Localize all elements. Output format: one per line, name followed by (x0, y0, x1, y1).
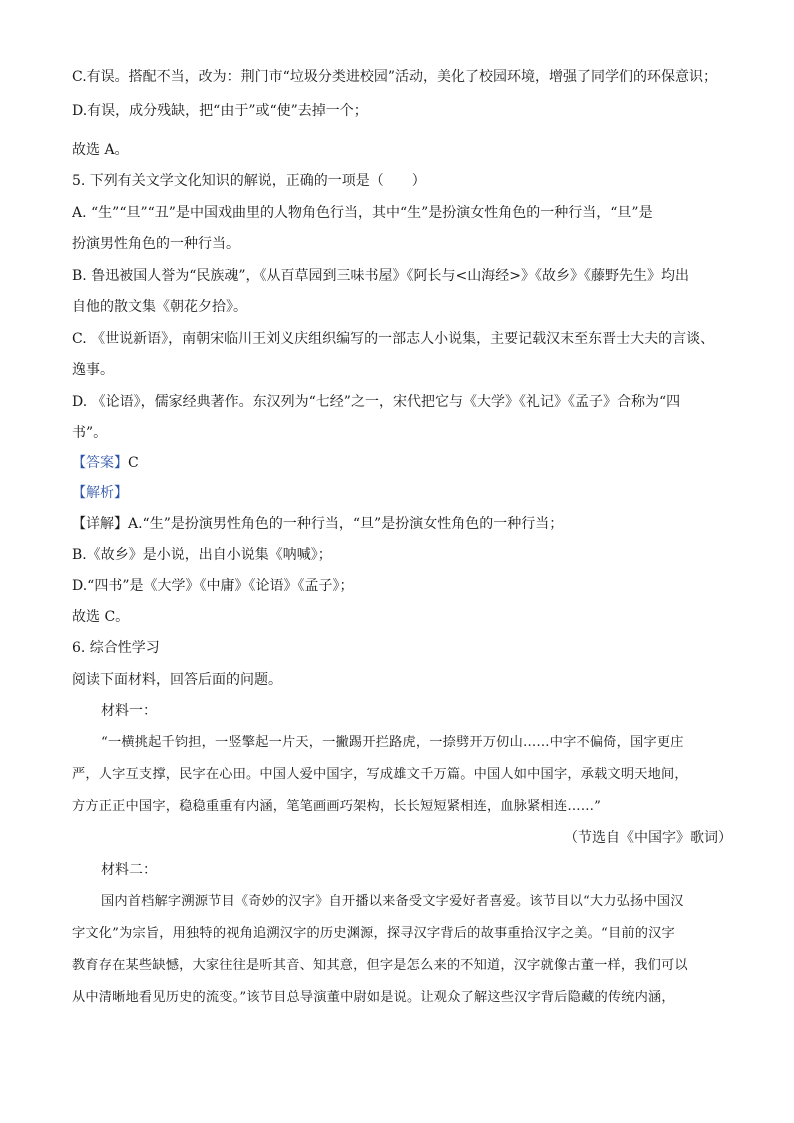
answer-line-c: C.有误。搭配不当，改为：荆门市“垃圾分类进校园”活动，美化了校园环境，增强了同学们的环保意识； (72, 69, 717, 85)
option-b-line-2: 自他的散文集《朝花夕拾》。 (72, 299, 247, 315)
detail-text: A.“生”是扮演男性角色的一种行当，“旦”是扮演女性角色的一种行当； (128, 516, 564, 532)
option-b-line-1: B. 鲁迅被国人誉为“民族魂”，《从百草园到三味书屋》《阿长与<山海经>》《故乡》《藤野先生》均出 (72, 268, 689, 284)
material-2-line-1: 国内首档解字溯源节目《奇妙的汉字》自开播以来备受文字爱好者喜爱。该节目以“大力弘扬中国汉 (101, 894, 684, 909)
choose-c-line: 故选 C。 (72, 609, 130, 625)
material-1-line-3: 方方正正中国字，稳稳重重有内涵，笔笔画画巧架构，长长短短紧相连，血脉紧相连……” (72, 799, 602, 814)
material-2-line-4: 从中清晰地看见历史的流变。”该节目总导演董中尉如是说。让观众了解这些汉字背后隐藏的传统内涵， (72, 990, 675, 1005)
choose-a-line: 故选 A。 (72, 142, 129, 158)
answer-line (72, 453, 732, 473)
option-c-line-1: C. 《世说新语》，南朝宋临川王刘义庆组织编写的一部志人小说集，主要记载汉末至东晋士大夫的言谈、 (72, 331, 715, 347)
detail-line (72, 514, 732, 534)
option-c-line-2: 逸事。 (72, 362, 114, 378)
question-5-stem: 5. 下列有关文学文化知识的解说，正确的一项是（ ） (72, 173, 426, 189)
material-2-line-2: 字文化”为宗旨，用独特的视角追溯汉字的历史渊源，探寻汉字背后的故事重拾汉字之美。“目前的汉字 (72, 926, 675, 941)
material-1-line-2: 严，人字互支撑，民字在心田。中国人爱中国字，写成雄文千万篇。中国人如中国字，承载文明天地间， (72, 767, 688, 782)
question-6-title: 6. 综合性学习 (72, 640, 160, 656)
answer-value: C (128, 455, 139, 471)
answer-line-d: D.有误，成分残缺，把“由于”或“使”去掉一个； (72, 103, 368, 119)
material-1-source: （节选自《中国字》歌词） (564, 830, 732, 846)
material-1-line-1: “一横挑起千钧担，一竖擎起一片天，一撇踢开拦路虎，一捺劈开万仞山……中字不偏倚，国字更庄 (101, 735, 684, 750)
material-2-line-3: 教育存在某些缺憾，大家往往是听其音、知其意，但字是怎么来的不知道，汉字就像古董一样，我们可以 (72, 958, 688, 973)
option-a-line-2: 扮演男性角色的一种行当。 (72, 236, 240, 252)
detail-label: 【详解】 (72, 516, 128, 532)
instruction-line: 阅读下面材料，回答后面的问题。 (72, 672, 282, 688)
option-d-line-2: 书”。 (72, 425, 108, 441)
material-2-label: 材料二： (101, 862, 157, 878)
detail-b-line: B.《故乡》是小说，出自小说集《呐喊》； (72, 547, 332, 563)
answer-label: 【答案】 (72, 455, 128, 471)
option-a-line-1: A. “生”“旦”“丑”是中国戏曲里的人物角色行当，其中“生”是扮演女性角色的一种行当，“旦”是 (72, 205, 653, 221)
material-1-label: 材料一： (101, 703, 157, 719)
analysis-label (72, 483, 732, 503)
detail-d-line: D.“四书”是《大学》《中庸》《论语》《孟子》； (72, 578, 354, 594)
option-d-line-1: D. 《论语》，儒家经典著作。东汉列为“七经”之一，宋代把它与《大学》《礼记》《孟子》合称为“四 (72, 394, 681, 410)
analysis-label-text: 【解析】 (72, 485, 128, 501)
